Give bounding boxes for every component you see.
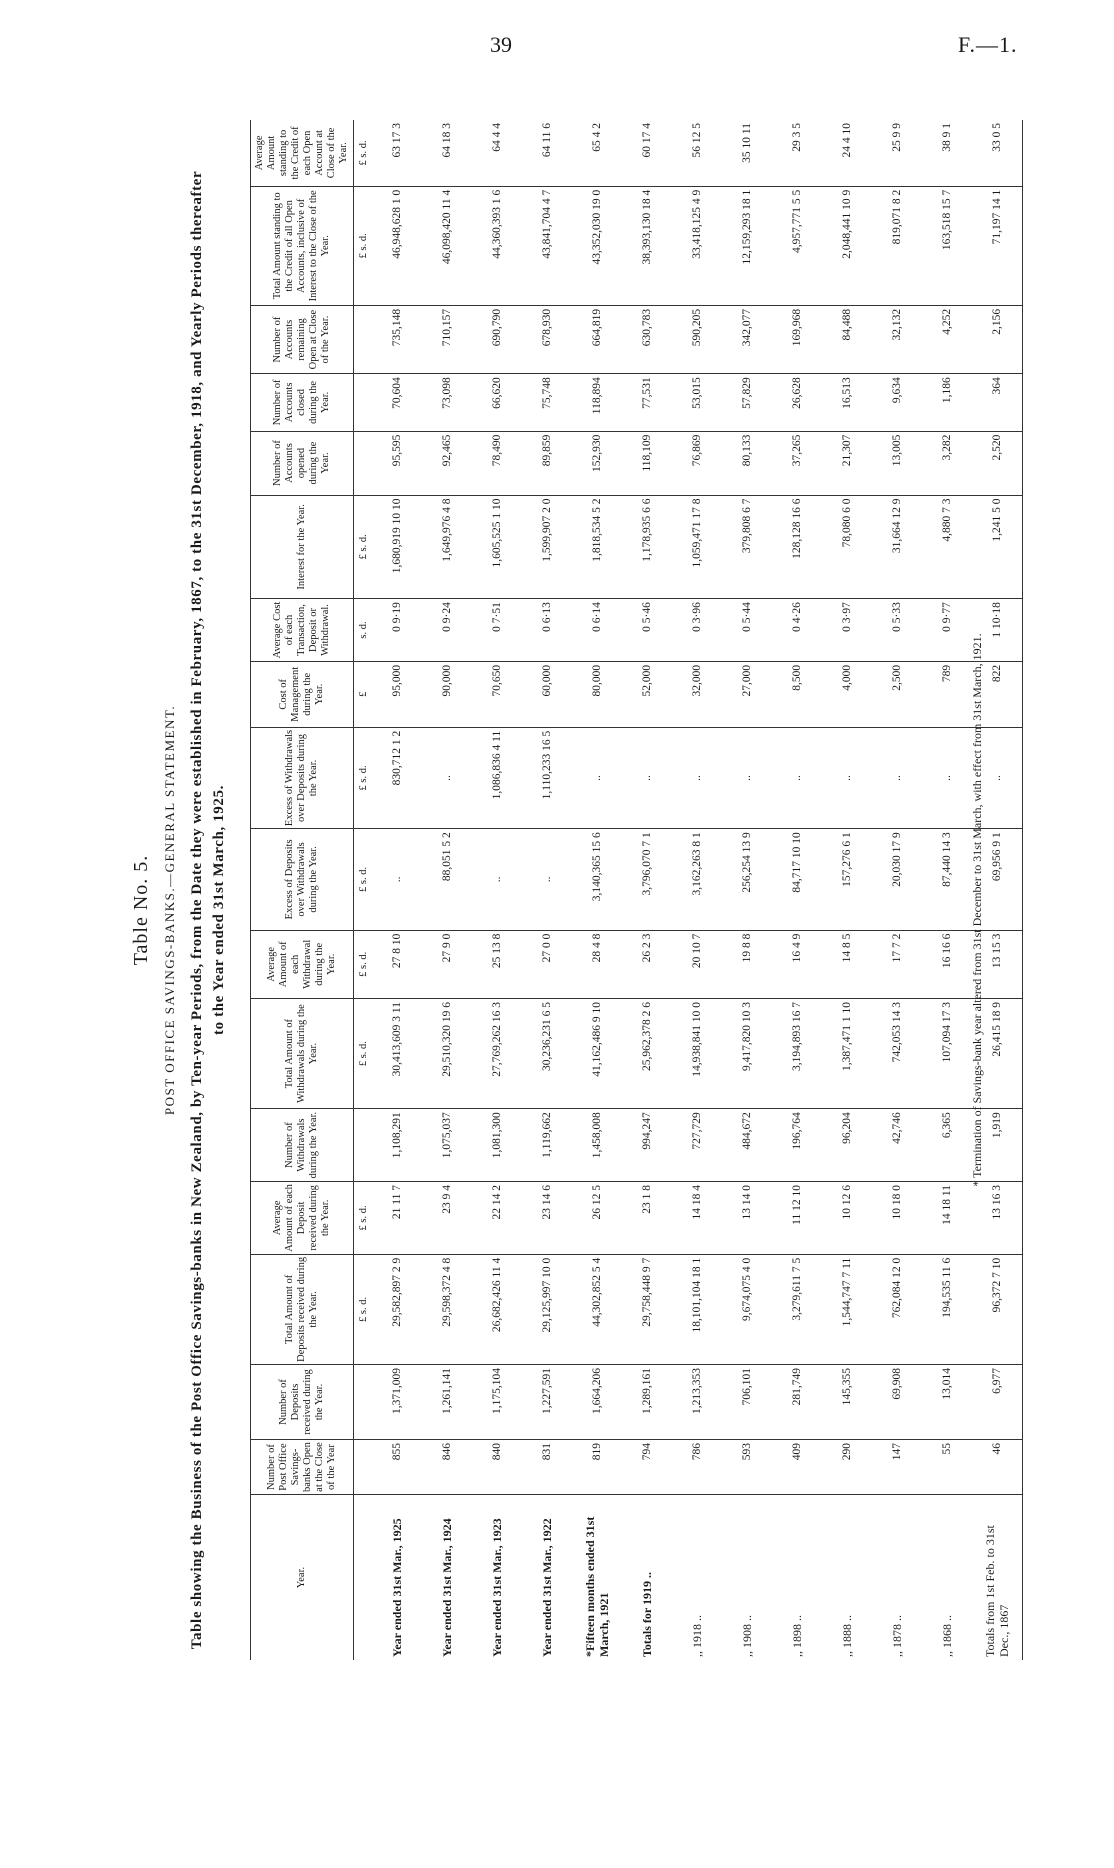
- table-cell: 3,194,893 16 7: [772, 998, 822, 1108]
- table-cell: 1,458,008: [572, 1109, 622, 1182]
- column-header: Year.: [251, 1495, 354, 1660]
- table-cell: 38 9 1: [922, 120, 972, 186]
- table-cell: 1,086,836 4 11: [472, 727, 522, 828]
- table-cell: 27,769,262 16 3: [472, 998, 522, 1108]
- table-cell: 80,000: [572, 661, 622, 727]
- table-cell: 29,598,372 4 8: [422, 1254, 472, 1364]
- table-cell: 8,500: [772, 661, 822, 727]
- table-cell: 706,101: [722, 1365, 772, 1440]
- table-cell: 25 13 8: [472, 930, 522, 998]
- unit-label: [354, 1109, 373, 1182]
- table-row: [522, 120, 572, 1660]
- table-cell: 69,956 9 1: [972, 829, 1023, 930]
- table-cell: 994,247: [622, 1109, 672, 1182]
- table-cell: 84,717 10 10: [772, 829, 822, 930]
- table-cell: 24 4 10: [822, 120, 872, 186]
- table-cell: 26 12 5: [572, 1182, 622, 1255]
- table-cell: 73,098: [422, 374, 472, 431]
- table-cell: 9,417,820 10 3: [722, 998, 772, 1108]
- table-cell: 118,894: [572, 374, 622, 431]
- table-cell: 11 12 10: [772, 1182, 822, 1255]
- table-cell: 25,962,378 2 6: [622, 998, 672, 1108]
- table-cell: 27,000: [722, 661, 772, 727]
- table-row: [372, 120, 422, 1660]
- table-cell: 42,746: [872, 1109, 922, 1182]
- column-header: Average Amount of each Deposit received during the Year.: [251, 1182, 354, 1255]
- table-cell: 92,465: [422, 431, 472, 495]
- table-cell: 1,649,976 4 8: [422, 495, 472, 599]
- table-cell: ..: [922, 727, 972, 828]
- table-cell: 52,000: [622, 661, 672, 727]
- table-cell: 735,148: [372, 305, 422, 373]
- table-cell: 2,500: [872, 661, 922, 727]
- table-cell: 256,254 13 9: [722, 829, 772, 930]
- table-cell: 710,157: [422, 305, 472, 373]
- table-cell: 66,620: [472, 374, 522, 431]
- table-cell: 13 15 3: [972, 930, 1023, 998]
- table-cell: 2,520: [972, 431, 1023, 495]
- table-cell: 21 11 7: [372, 1182, 422, 1255]
- table-cell: 846: [422, 1439, 472, 1494]
- table-cell: 21,307: [822, 431, 872, 495]
- unit-label: [354, 305, 373, 373]
- table-cell: 0 5·46: [622, 599, 672, 662]
- table-cell: 819,071 8 2: [872, 186, 922, 305]
- table-cell: 44,302,852 5 4: [572, 1254, 622, 1364]
- year-cell: Year ended 31st Mar., 1922: [540, 1518, 554, 1657]
- table-cell: 342,077: [722, 305, 772, 373]
- table-cell: 3,140,365 15 6: [572, 829, 622, 930]
- table-row: [472, 120, 522, 1660]
- table-cell: 84,488: [822, 305, 872, 373]
- table-cell: 12,159,293 18 1: [722, 186, 772, 305]
- table-cell: 1,213,353: [672, 1365, 722, 1440]
- table-cell: 46: [972, 1439, 1023, 1494]
- table-cell: 152,930: [572, 431, 622, 495]
- table-cell: 30,413,609 3 11: [372, 998, 422, 1108]
- table-cell: 23 14 6: [522, 1182, 572, 1255]
- table-cell: 14 18 4: [672, 1182, 722, 1255]
- table-cell: 196,764: [772, 1109, 822, 1182]
- table-number: Table No. 5.: [130, 854, 152, 966]
- table-cell: 77,531: [622, 374, 672, 431]
- table-cell: 169,968: [772, 305, 822, 373]
- year-cell: ,, 1868 ..: [940, 1615, 954, 1657]
- table-cell: 22 14 2: [472, 1182, 522, 1255]
- table-body: [372, 120, 1023, 1660]
- table-heading: Table showing the Business of the Post Office Savings-banks in New Zealand, by Ten-year Periods, from the Date they were established in February, 1867, to the 31st December, 1918, and Yearly Periods thereafter to the Year ended 31st March, 1925.: [189, 170, 227, 1650]
- table-cell: 0 6·14: [572, 599, 622, 662]
- table-cell: 107,094 17 3: [922, 998, 972, 1108]
- table-cell: 32,000: [672, 661, 722, 727]
- table-cell: 69,908: [872, 1365, 922, 1440]
- table-cell: 35 10 11: [722, 120, 772, 186]
- unit-label: £ s. d.: [354, 829, 373, 930]
- table-cell: 0 4·26: [772, 599, 822, 662]
- table-cell: 786: [672, 1439, 722, 1494]
- column-header: Average Amount of each Withdrawal during the Year.: [251, 930, 354, 998]
- table-cell: 364: [972, 374, 1023, 431]
- table-cell: 3,162,263 8 1: [672, 829, 722, 930]
- table-cell: 118,109: [622, 431, 672, 495]
- table-cell: 89,859: [522, 431, 572, 495]
- table-cell: 80,133: [722, 431, 772, 495]
- table-cell: 1,186: [922, 374, 972, 431]
- table-cell: 63 17 3: [372, 120, 422, 186]
- year-cell: ,, 1878 ..: [890, 1615, 904, 1657]
- table-cell: 484,672: [722, 1109, 772, 1182]
- table-row: [922, 120, 972, 1660]
- table-cell: 727,729: [672, 1109, 722, 1182]
- table-cell: 33 0 5: [972, 120, 1023, 186]
- table-cell: 10 18 0: [872, 1182, 922, 1255]
- table-cell: ..: [522, 829, 572, 930]
- column-header: Total Amount of Deposits received during the Year.: [251, 1254, 354, 1364]
- table-cell: 88,051 5 2: [422, 829, 472, 930]
- table-cell: 20 10 7: [672, 930, 722, 998]
- table-cell: 13 16 3: [972, 1182, 1023, 1255]
- table-cell: 27 0 0: [522, 930, 572, 998]
- unit-label: £ s. d.: [354, 120, 373, 186]
- table-cell: 1,075,037: [422, 1109, 472, 1182]
- table-cell: ..: [372, 829, 422, 930]
- table-cell: 1,289,161: [622, 1365, 672, 1440]
- table-cell: 0 5·33: [872, 599, 922, 662]
- table-cell: ..: [622, 727, 672, 828]
- table-cell: ..: [472, 829, 522, 930]
- table-cell: 2,156: [972, 305, 1023, 373]
- column-header: Number of Accounts opened during the Year.: [251, 431, 354, 495]
- table-row: [422, 120, 472, 1660]
- table-cell: 26 2 3: [622, 930, 672, 998]
- table-cell: 9,634: [872, 374, 922, 431]
- unit-label: [354, 1365, 373, 1440]
- table-row: [872, 120, 922, 1660]
- table-cell: 2,048,441 10 9: [822, 186, 872, 305]
- year-cell: Year ended 31st Mar., 1925: [390, 1518, 404, 1657]
- table-cell: 6,365: [922, 1109, 972, 1182]
- unit-label: [354, 1439, 373, 1494]
- table-subtitle: POST OFFICE SAVINGS-BANKS.—GENERAL STATEMENT.: [162, 704, 177, 1116]
- column-header: Interest for the Year.: [251, 495, 354, 599]
- table-cell: 19 8 8: [722, 930, 772, 998]
- rotated-table-sheet: [110, 123, 1011, 1690]
- table-cell: 762,084 12 0: [872, 1254, 922, 1364]
- table-cell: 0 9·24: [422, 599, 472, 662]
- unit-label: £ s. d.: [354, 727, 373, 828]
- column-header: Total Amount standing to the Credit of all Open Accounts, inclusive of Interest to the Close of the Year.: [251, 186, 354, 305]
- column-header: Number of Withdrawals during the Year.: [251, 1109, 354, 1182]
- table-cell: 1,544,747 7 11: [822, 1254, 872, 1364]
- table-cell: 690,790: [472, 305, 522, 373]
- table-cell: 4,880 7 3: [922, 495, 972, 599]
- table-row: [572, 120, 622, 1660]
- table-cell: 64 18 3: [422, 120, 472, 186]
- unit-label: £ s. d.: [354, 1254, 373, 1364]
- table-cell: 29,510,320 19 6: [422, 998, 472, 1108]
- year-cell: *Fifteen months ended 31st March, 1921: [583, 1516, 611, 1657]
- table-cell: 14 18 11: [922, 1182, 972, 1255]
- table-cell: 18,101,104 18 1: [672, 1254, 722, 1364]
- table-cell: 1,175,104: [472, 1365, 522, 1440]
- table-cell: 87,440 14 3: [922, 829, 972, 930]
- units-row: [354, 120, 373, 1660]
- page-number: 39: [490, 32, 512, 57]
- section-code: F.—1.: [958, 32, 1018, 57]
- column-header: Cost of Management during the Year.: [251, 661, 354, 727]
- table-cell: 281,749: [772, 1365, 822, 1440]
- table-cell: 96,372 7 10: [972, 1254, 1023, 1364]
- table-cell: 0 9·19: [372, 599, 422, 662]
- column-header: Number of Post Office Savings-banks Open at the Close of the Year: [251, 1439, 354, 1494]
- table-cell: 379,808 6 7: [722, 495, 772, 599]
- table-cell: ..: [822, 727, 872, 828]
- table-cell: 10 12 6: [822, 1182, 872, 1255]
- table-cell: 44,360,393 1 6: [472, 186, 522, 305]
- table-cell: ..: [772, 727, 822, 828]
- table-cell: 1,110,233 16 5: [522, 727, 572, 828]
- unit-label: [354, 431, 373, 495]
- column-header: Number of Accounts closed during the Year.: [251, 374, 354, 431]
- table-cell: 37,265: [772, 431, 822, 495]
- table-cell: 0 9·77: [922, 599, 972, 662]
- year-cell: ,, 1888 ..: [840, 1615, 854, 1657]
- year-cell: ,, 1908 ..: [740, 1615, 754, 1657]
- footnote: * Termination of Savings-bank year altered from 31st December to 31st March, with effect from 31st March, 1921.: [970, 633, 984, 1187]
- table-cell: 1,178,935 6 6: [622, 495, 672, 599]
- table-cell: 1,241 5 0: [972, 495, 1023, 599]
- table-cell: 4,957,771 5 5: [772, 186, 822, 305]
- table-cell: 29,125,997 10 0: [522, 1254, 572, 1364]
- table-cell: 794: [622, 1439, 672, 1494]
- table-cell: 64 11 6: [522, 120, 572, 186]
- table-cell: 822: [972, 661, 1023, 727]
- table-cell: 26,682,426 11 4: [472, 1254, 522, 1364]
- table-cell: 20,030 17 9: [872, 829, 922, 930]
- table-cell: ..: [672, 727, 722, 828]
- table-cell: 14,938,841 10 0: [672, 998, 722, 1108]
- table-cell: ..: [872, 727, 922, 828]
- table-cell: 55: [922, 1439, 972, 1494]
- column-header: Number of Deposits received during the Year.: [251, 1365, 354, 1440]
- table-cell: 1,108,291: [372, 1109, 422, 1182]
- table-cell: 1,664,206: [572, 1365, 622, 1440]
- unit-label: £ s. d.: [354, 930, 373, 998]
- table-cell: 43,352,030 19 0: [572, 186, 622, 305]
- table-cell: ..: [972, 727, 1023, 828]
- unit-label: [354, 374, 373, 431]
- unit-label: £ s. d.: [354, 998, 373, 1108]
- column-header: Average Cost of each Transaction, Deposit or Withdrawal.: [251, 599, 354, 662]
- table-cell: 43,841,704 4 7: [522, 186, 572, 305]
- unit-label: £ s. d.: [354, 1182, 373, 1255]
- table-row: [722, 120, 772, 1660]
- table-cell: 26,415 18 9: [972, 998, 1023, 1108]
- table-cell: ..: [422, 727, 472, 828]
- table-cell: 1,919: [972, 1109, 1023, 1182]
- table-cell: 630,783: [622, 305, 672, 373]
- table-cell: 70,650: [472, 661, 522, 727]
- table-cell: 3,282: [922, 431, 972, 495]
- table-cell: 409: [772, 1439, 822, 1494]
- table-cell: 70,604: [372, 374, 422, 431]
- table-cell: 53,015: [672, 374, 722, 431]
- table-cell: 38,393,130 18 4: [622, 186, 672, 305]
- table-cell: 1,605,525 1 10: [472, 495, 522, 599]
- table-cell: 4,252: [922, 305, 972, 373]
- table-cell: 27 8 10: [372, 930, 422, 998]
- table-cell: 1,119,662: [522, 1109, 572, 1182]
- column-header: Excess of Withdrawals over Deposits during the Year.: [251, 727, 354, 828]
- table-row: [672, 120, 722, 1660]
- table-cell: 830,712 1 2: [372, 727, 422, 828]
- table-cell: 742,053 14 3: [872, 998, 922, 1108]
- table-cell: 13 14 0: [722, 1182, 772, 1255]
- table-cell: 678,930: [522, 305, 572, 373]
- table-cell: 1,227,591: [522, 1365, 572, 1440]
- column-header: Total Amount of Withdrawals during the Year.: [251, 998, 354, 1108]
- unit-label: £ s. d.: [354, 186, 373, 305]
- table-cell: 664,819: [572, 305, 622, 373]
- table-cell: 0 6·13: [522, 599, 572, 662]
- table-cell: 831: [522, 1439, 572, 1494]
- table-cell: 14 8 5: [822, 930, 872, 998]
- table-cell: 1,680,919 10 10: [372, 495, 422, 599]
- table-cell: 0 3·97: [822, 599, 872, 662]
- table-cell: 60,000: [522, 661, 572, 727]
- table-row: [622, 120, 672, 1660]
- table-cell: 157,276 6 1: [822, 829, 872, 930]
- table-cell: 29 3 5: [772, 120, 822, 186]
- table-cell: 78,490: [472, 431, 522, 495]
- table-cell: 57,829: [722, 374, 772, 431]
- table-cell: 1,371,009: [372, 1365, 422, 1440]
- table-cell: 1,059,471 17 8: [672, 495, 722, 599]
- table-cell: 1,081,300: [472, 1109, 522, 1182]
- table-cell: ..: [722, 727, 772, 828]
- unit-label: £: [354, 661, 373, 727]
- table-cell: 1,818,534 5 2: [572, 495, 622, 599]
- table-cell: 819: [572, 1439, 622, 1494]
- table-cell: 95,000: [372, 661, 422, 727]
- table-cell: 46,948,628 1 0: [372, 186, 422, 305]
- table-row: [772, 120, 822, 1660]
- table-cell: 95,595: [372, 431, 422, 495]
- table-cell: 290: [822, 1439, 872, 1494]
- table-cell: 30,236,231 6 5: [522, 998, 572, 1108]
- table-cell: 90,000: [422, 661, 472, 727]
- table-cell: 9,674,075 4 0: [722, 1254, 772, 1364]
- table-cell: 1,261,141: [422, 1365, 472, 1440]
- table-cell: 56 12 5: [672, 120, 722, 186]
- table-cell: 33,418,125 4 9: [672, 186, 722, 305]
- table-cell: 0 3·96: [672, 599, 722, 662]
- table-cell: 76,869: [672, 431, 722, 495]
- savings-bank-table: [250, 120, 1023, 1660]
- year-cell: Year ended 31st Mar., 1924: [440, 1518, 454, 1657]
- table-cell: 16 16 6: [922, 930, 972, 998]
- unit-label: s. d.: [354, 599, 373, 662]
- table-cell: 3,796,070 7 1: [622, 829, 672, 930]
- table-cell: 1,599,907 2 0: [522, 495, 572, 599]
- table-cell: 0 7·51: [472, 599, 522, 662]
- year-cell: ,, 1918 ..: [690, 1615, 704, 1657]
- unit-label: [354, 1495, 373, 1660]
- table-cell: 0 5·44: [722, 599, 772, 662]
- table-cell: 789: [922, 661, 972, 727]
- table-cell: 13,014: [922, 1365, 972, 1440]
- table-cell: 71,197 14 1: [972, 186, 1023, 305]
- table-cell: 145,355: [822, 1365, 872, 1440]
- table-cell: 32,132: [872, 305, 922, 373]
- table-cell: 75,748: [522, 374, 572, 431]
- year-cell: Totals from 1st Feb. to 31st Dec., 1867: [972, 1495, 1023, 1660]
- table-cell: 23 1 8: [622, 1182, 672, 1255]
- table-cell: 1,387,471 1 10: [822, 998, 872, 1108]
- table-cell: 194,535 11 6: [922, 1254, 972, 1364]
- table-cell: 65 4 2: [572, 120, 622, 186]
- table-cell: 147: [872, 1439, 922, 1494]
- table-cell: 4,000: [822, 661, 872, 727]
- table-cell: 46,098,420 11 4: [422, 186, 472, 305]
- table-cell: 27 9 0: [422, 930, 472, 998]
- year-cell: ,, 1898 ..: [790, 1615, 804, 1657]
- column-header-row: [251, 120, 354, 1660]
- table-cell: 16,513: [822, 374, 872, 431]
- table-cell: ..: [572, 727, 622, 828]
- table-cell: 16 4 9: [772, 930, 822, 998]
- table-cell: 593: [722, 1439, 772, 1494]
- table-cell: 128,128 16 6: [772, 495, 822, 599]
- column-header: Excess of Deposits over Withdrawals during the Year.: [251, 829, 354, 930]
- table-row: [822, 120, 872, 1660]
- table-cell: 41,162,486 9 10: [572, 998, 622, 1108]
- table-cell: 25 9 9: [872, 120, 922, 186]
- table-cell: 855: [372, 1439, 422, 1494]
- table-cell: 29,582,897 2 9: [372, 1254, 422, 1364]
- table-cell: 6,977: [972, 1365, 1023, 1440]
- column-header: Average Amount standing to the Credit of each Open Account at Close of the Year.: [251, 120, 354, 186]
- year-cell: Year ended 31st Mar., 1923: [490, 1518, 504, 1657]
- table-cell: 840: [472, 1439, 522, 1494]
- table-cell: 60 17 4: [622, 120, 672, 186]
- year-cell: Totals for 1919 ..: [640, 1571, 654, 1657]
- table-cell: 13,005: [872, 431, 922, 495]
- table-cell: 29,758,448 9 7: [622, 1254, 672, 1364]
- table-cell: 590,205: [672, 305, 722, 373]
- table-cell: 17 7 2: [872, 930, 922, 998]
- unit-label: £ s. d.: [354, 495, 373, 599]
- table-cell: 78,080 6 0: [822, 495, 872, 599]
- table-cell: 23 9 4: [422, 1182, 472, 1255]
- table-cell: 26,628: [772, 374, 822, 431]
- table-cell: 64 4 4: [472, 120, 522, 186]
- table-cell: 96,204: [822, 1109, 872, 1182]
- table-cell: 28 4 8: [572, 930, 622, 998]
- table-cell: 31,664 12 9: [872, 495, 922, 599]
- table-cell: 3,279,611 7 5: [772, 1254, 822, 1364]
- table-cell: 163,518 15 7: [922, 186, 972, 305]
- table-cell: 1 10·18: [972, 599, 1023, 662]
- column-header: Number of Accounts remaining Open at Close of the Year.: [251, 305, 354, 373]
